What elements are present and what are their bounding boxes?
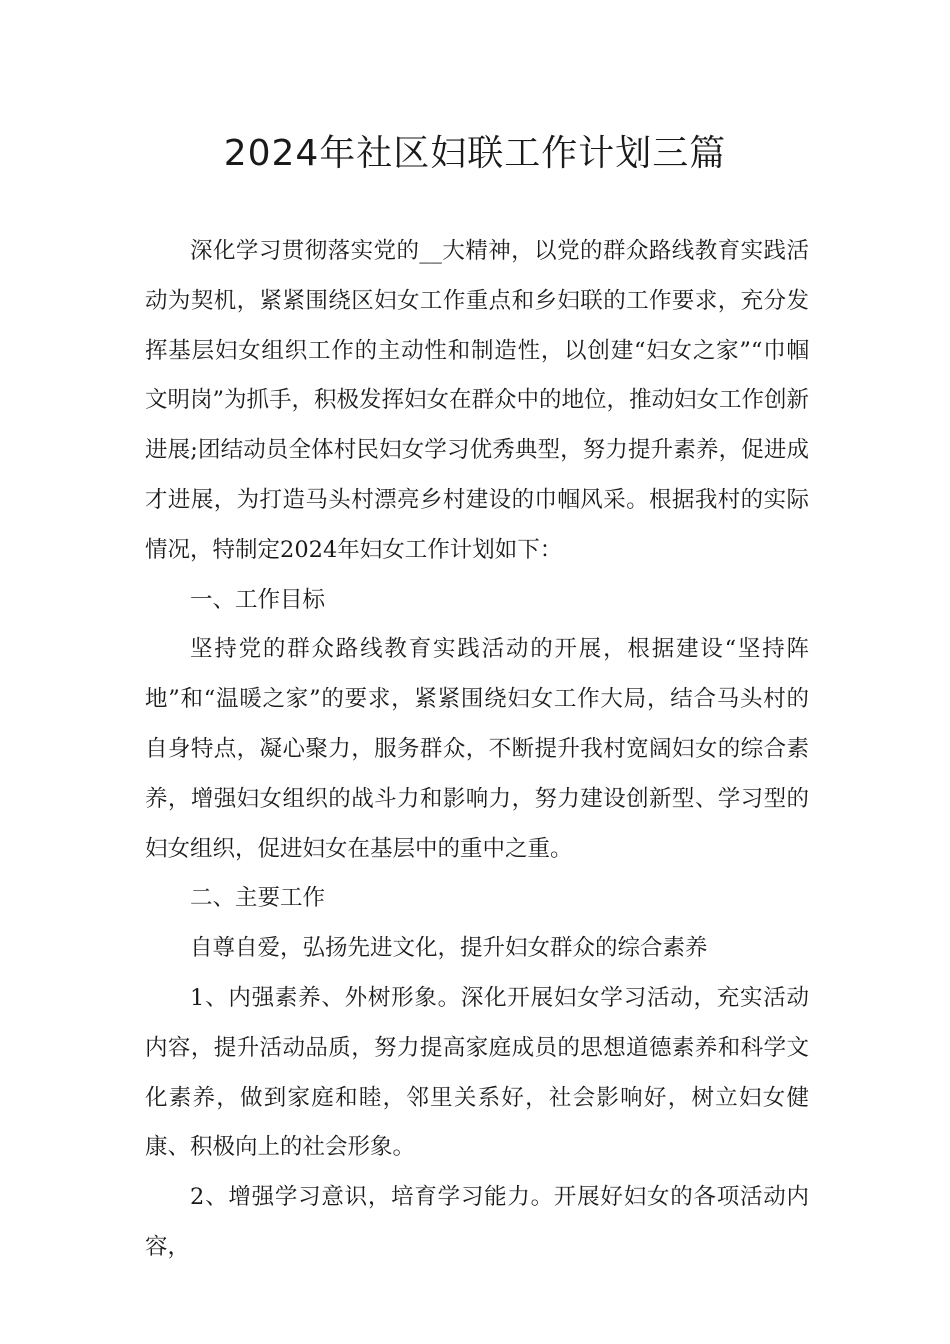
heading-main-work: 二、主要工作 xyxy=(190,885,326,912)
document-body xyxy=(145,227,809,1273)
paragraph-item-1: 1、内强素养、外树形象。深化开展妇女学习活动，充实活动内容，提升活动品质，努力提高家庭成员的思想道德素养和科学文化素养，做到家庭和睦，邻里关系好，社会影响好，树立妇女健康、积极向上的社会形象。 xyxy=(145,984,809,1161)
paragraph-work-goals: 坚持党的群众路线教育实践活动的开展，根据建设“坚持阵地”和“温暖之家”的要求，紧紧围绕妇女工作大局，结合马头村的自身特点，凝心聚力，服务群众，不断提升我村宽阔妇女的综合素养，增强妇女组织的战斗力和影响力，努力建设创新型、学习型的妇女组织，促进妇女在基层中的重中之重。 xyxy=(145,636,809,862)
paragraph-intro: 深化学习贯彻落实党的__大精神，以党的群众路线教育实践活动为契机，紧紧围绕区妇女工作重点和乡妇联的工作要求，充分发挥基层妇女组织工作的主动性和制造性，以创建“妇女之家”“巾帼文明岗”为抓手，积极发挥妇女在群众中的地位，推动妇女工作创新进展;团结动员全体村民妇女学习优秀典型，努力提升素养，促进成才进展，为打造马头村漂亮乡村建设的巾帼风采。根据我村的实际情况，特制定2024年妇女工作计划如下： xyxy=(145,238,810,563)
heading-work-goals: 一、工作目标 xyxy=(190,586,326,613)
paragraph-item-2: 2、增强学习意识，培育学习能力。开展好妇女的各项活动内容， xyxy=(145,1184,809,1260)
document-title: 2024年社区妇联工作计划三篇 xyxy=(223,133,727,174)
paragraph-main-work-summary: 自尊自爱，弘扬先进文化，提升妇女群众的综合素养 xyxy=(190,935,708,962)
